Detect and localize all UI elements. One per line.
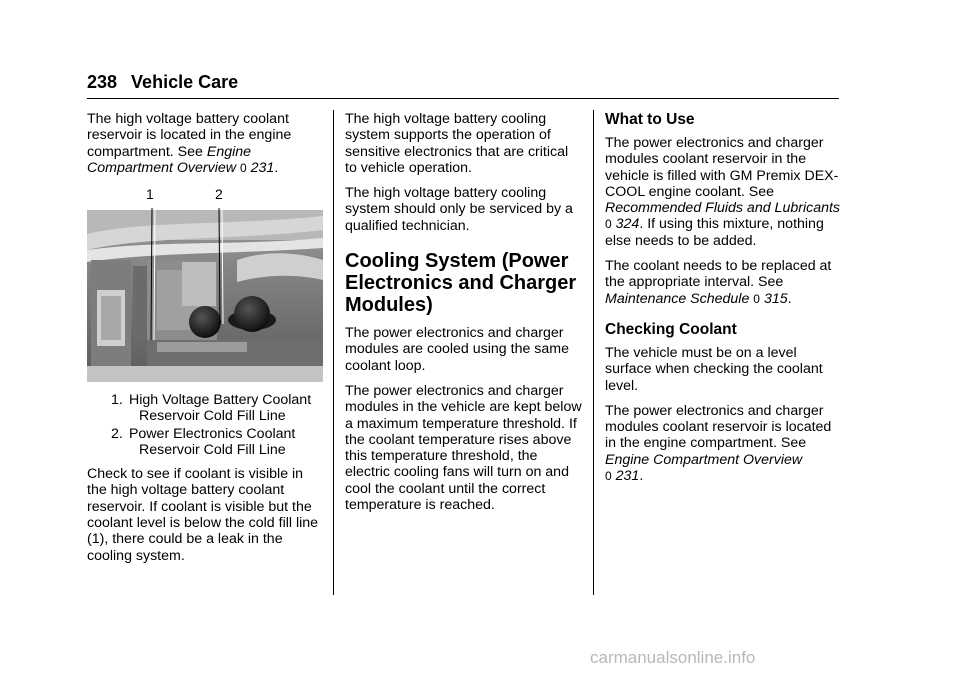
fluids-lubricants-link[interactable]: Recommended Fluids and Lubricants — [605, 200, 841, 217]
section-heading: Cooling System (Power Electronics and Charger Modules) — [345, 250, 577, 317]
engine-compartment-link[interactable]: Engine Compartment Overview — [605, 451, 803, 468]
column-3 — [605, 111, 840, 493]
page-ref-number[interactable]: 231 — [615, 468, 640, 485]
body-paragraph: The vehicle must be on a level surface when checking the coolant level. — [605, 344, 823, 394]
intro-paragraph: The high voltage battery coolant reservoir is located in the engine compartment. See Engine Compartment Overview 0 231. — [87, 111, 292, 176]
figure-captions — [87, 392, 323, 458]
callout-1: 1 — [146, 186, 154, 203]
checking-coolant-heading: Checking Coolant — [605, 320, 737, 338]
engine-figure — [87, 186, 323, 382]
page-ref-number[interactable]: 315 — [763, 290, 788, 307]
check-paragraph: Check to see if coolant is visible in the high voltage battery coolant reservoir. If coolant is visible but the coolant level is below the cold fill line (1), there could be a leak in the cooling system. — [87, 466, 319, 564]
page-ref-symbol: 0 — [753, 291, 760, 306]
maintenance-schedule-link[interactable]: Maintenance Schedule — [605, 290, 750, 307]
page-ref-number[interactable]: 231 — [250, 159, 275, 176]
section-title: Vehicle Care — [131, 72, 239, 92]
column-2 — [345, 111, 583, 522]
body-paragraph: The coolant needs to be replaced at the appropriate interval. See Maintenance Schedule 0 315. — [605, 258, 832, 307]
body-paragraph: The power electronics and charger modules in the vehicle are kept below a maximum temperature threshold. If the coolant temperature rises above this temperature threshold, the electric cooling fans will turn on and cool the coolant until the correct temperature is reached. — [345, 382, 582, 514]
caption-item: 1. High Voltage Battery Coolant Reservoir Cold Fill Line — [111, 392, 312, 425]
header-rule — [87, 98, 839, 99]
engine-compartment-link[interactable]: Engine Compartment Overview — [87, 143, 252, 176]
caption-item: 2. Power Electronics Coolant Reservoir Cold Fill Line — [111, 426, 296, 459]
body-paragraph: The power electronics and charger modules coolant reservoir is located in the engine compartment. See Engine Compartment Overview 0 231. — [605, 402, 832, 485]
column-divider-right — [593, 110, 594, 595]
body-paragraph: The high voltage battery cooling system should only be serviced by a qualified technician. — [345, 185, 573, 234]
page-ref-number[interactable]: 324 — [615, 216, 640, 233]
page-number: 238 — [87, 72, 118, 92]
page-ref-symbol: 0 — [239, 160, 247, 175]
page-ref-symbol: 0 — [605, 217, 612, 232]
column-1 — [87, 111, 323, 573]
page-ref-symbol: 0 — [605, 469, 612, 484]
body-paragraph: The power electronics and charger modules coolant reservoir in the vehicle is filled with GM Premix DEX-COOL engine coolant. See Recommended Fluids and Lubricants 0 324. If using this mixture, nothing else needs to be added. — [605, 135, 841, 249]
what-to-use-heading: What to Use — [605, 111, 695, 128]
column-divider-left — [333, 110, 334, 595]
engine-photo — [87, 190, 323, 382]
watermark: carmanualsonline.info — [590, 648, 756, 667]
page-header — [87, 72, 839, 93]
body-paragraph: The high voltage battery cooling system supports the operation of sensitive electronics that are critical to vehicle operation. — [345, 111, 569, 176]
body-paragraph: The power electronics and charger modules are cooled using the same coolant loop. — [345, 325, 569, 374]
callout-2: 2 — [215, 186, 223, 203]
